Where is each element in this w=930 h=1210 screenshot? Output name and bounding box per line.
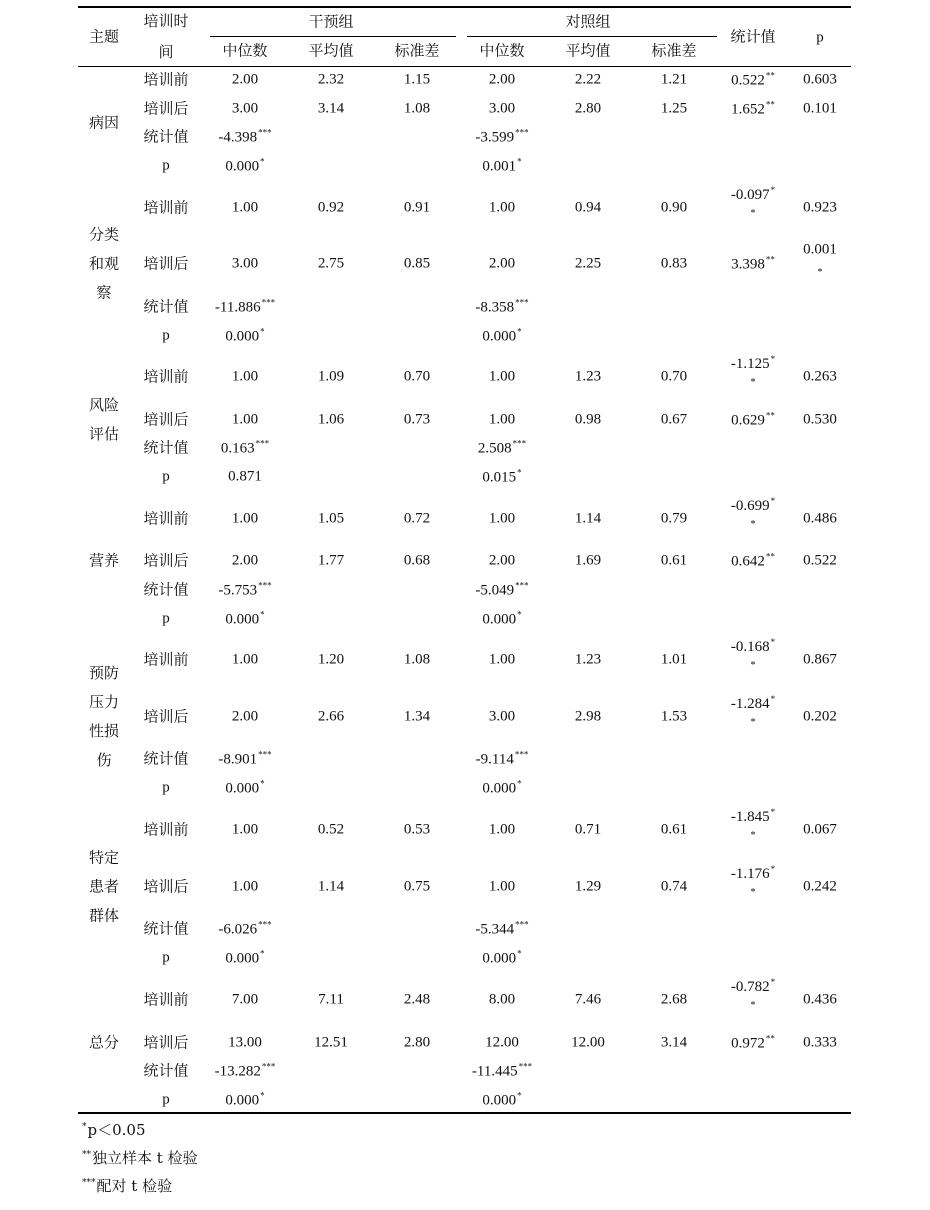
header-control-median: 中位数 — [479, 41, 525, 60]
significance-marker: * — [517, 467, 522, 478]
row-label: p — [162, 610, 170, 627]
topic-label-line: 分类 — [88, 225, 120, 244]
topic-label-line: 伤 — [96, 751, 112, 769]
cell-im: 0.163*** — [220, 438, 270, 457]
cell-cm: 0.000* — [482, 778, 522, 797]
cell-cm: 0.000* — [482, 609, 522, 628]
table-bottom-rule — [78, 1112, 851, 1114]
row-label: 培训后 — [143, 707, 189, 726]
cell-ia: 2.75 — [317, 255, 345, 272]
row-label: 培训前 — [143, 509, 189, 528]
cell-im: 1.00 — [231, 651, 259, 668]
significance-marker: * — [770, 694, 776, 704]
topic-label-line: 患者 — [88, 877, 120, 896]
group-header-rule-control — [467, 36, 717, 37]
cell-cm: 1.00 — [488, 411, 516, 428]
cell-cm: 0.000* — [482, 1090, 522, 1109]
significance-marker: * — [770, 807, 776, 817]
cell-cm: 0.000* — [482, 326, 522, 345]
cell-im: 1.00 — [231, 878, 259, 895]
cell-p: 0.333 — [803, 1034, 837, 1051]
cell-cs: 1.25 — [660, 100, 688, 117]
cell-cs: 0.61 — [660, 821, 688, 838]
cell-ca: 1.23 — [574, 368, 602, 385]
cell-cs: 2.68 — [660, 991, 688, 1008]
row-label: 培训后 — [143, 99, 189, 118]
cell-cm: 1.00 — [488, 651, 516, 668]
cell-p: 0.263 — [803, 368, 837, 385]
topic-label-line: 营养 — [88, 551, 120, 570]
row-label: 统计值 — [143, 580, 189, 599]
footnote: *p＜0.05 — [82, 1121, 146, 1139]
significance-marker: *** — [261, 1061, 276, 1072]
cell-statistic: 0.972** — [731, 1033, 775, 1052]
cell-im: -5.753*** — [218, 580, 272, 599]
row-label: 统计值 — [143, 297, 189, 316]
header-intervention-sd: 标准差 — [394, 41, 440, 60]
cell-im: 1.00 — [231, 510, 259, 527]
cell-cs: 0.61 — [660, 552, 688, 569]
cell-cs: 0.90 — [660, 199, 688, 216]
significance-marker: * — [260, 326, 265, 337]
significance-marker: *** — [255, 438, 270, 449]
topic-label-line: 察 — [96, 283, 112, 302]
significance-marker: ** — [765, 99, 775, 110]
cell-im: -8.901*** — [218, 749, 272, 768]
cell-ca: 2.25 — [574, 255, 602, 272]
header-control-group: 对照组 — [565, 12, 611, 31]
row-label: 统计值 — [143, 1061, 189, 1080]
topic-label — [89, 844, 119, 931]
cell-p: 0.067 — [803, 821, 837, 838]
cell-cm: 1.00 — [488, 510, 516, 527]
significance-marker: * — [517, 156, 522, 167]
row-label: 培训后 — [143, 877, 189, 896]
cell-p: 0.603 — [803, 71, 837, 88]
cell-im: 7.00 — [231, 991, 259, 1008]
footnote-marker: *** — [82, 1178, 96, 1188]
row-label: 培训前 — [143, 650, 189, 669]
cell-p: 0.522 — [803, 552, 837, 569]
row-label: 统计值 — [143, 919, 189, 938]
significance-marker-wrapped: * — [750, 887, 756, 898]
cell-statistic: 0.522** — [731, 70, 775, 89]
cell-cm: 12.00 — [485, 1034, 519, 1051]
cell-im: 0.871 — [228, 468, 262, 485]
topic-label — [89, 547, 119, 576]
cell-cm: -5.344*** — [475, 919, 529, 938]
topic-label-line: 风险 — [88, 396, 120, 414]
cell-im: 0.000* — [225, 156, 265, 175]
topic-label-line: 性损 — [88, 722, 120, 740]
cell-ca: 1.23 — [574, 651, 602, 668]
cell-im: 0.000* — [225, 948, 265, 967]
cell-cm: 1.00 — [488, 821, 516, 838]
cell-im: 3.00 — [231, 255, 259, 272]
cell-ca: 12.00 — [571, 1034, 605, 1051]
cell-is: 1.34 — [403, 708, 431, 725]
significance-marker: * — [770, 185, 776, 195]
row-label: 统计值 — [143, 749, 189, 768]
header-intervention-mean: 平均值 — [308, 41, 354, 60]
cell-im: 13.00 — [228, 1034, 262, 1051]
cell-is: 0.91 — [403, 199, 431, 216]
significance-marker-wrapped: * — [750, 1000, 756, 1011]
cell-im: 1.00 — [231, 368, 259, 385]
cell-statistic: 3.398** — [731, 254, 775, 273]
significance-marker-wrapped: * — [750, 208, 756, 219]
footnote: ***配对 t 检验 — [82, 1177, 173, 1195]
cell-p: 0.530 — [803, 411, 837, 428]
cell-is: 0.53 — [403, 821, 431, 838]
cell-p: 0.923 — [803, 199, 837, 216]
cell-ia: 1.14 — [317, 878, 345, 895]
significance-marker: *** — [258, 919, 272, 930]
significance-marker: * — [517, 948, 522, 959]
cell-ia: 12.51 — [314, 1034, 348, 1051]
significance-marker: ** — [765, 410, 775, 421]
cell-ia: 1.77 — [317, 552, 345, 569]
row-label: p — [162, 468, 170, 485]
cell-cm: 1.00 — [488, 199, 516, 216]
significance-marker: ** — [765, 1033, 775, 1044]
cell-ca: 0.71 — [574, 821, 602, 838]
cell-cm: 2.508*** — [477, 438, 527, 457]
significance-marker: * — [260, 156, 265, 167]
cell-im: 2.00 — [231, 71, 259, 88]
significance-marker: * — [517, 326, 522, 337]
cell-ia: 2.32 — [317, 71, 345, 88]
cell-is: 0.68 — [403, 552, 431, 569]
significance-marker: *** — [258, 580, 272, 591]
cell-im: -11.886*** — [214, 297, 276, 316]
header-bottom-rule — [78, 66, 851, 67]
cell-p: 0.867 — [803, 651, 837, 668]
cell-is: 1.08 — [403, 100, 431, 117]
significance-marker: *** — [514, 749, 529, 760]
significance-marker: *** — [515, 919, 529, 930]
header-theme: 主题 — [88, 27, 120, 46]
cell-cs: 3.14 — [660, 1034, 688, 1051]
cell-ca: 2.98 — [574, 708, 602, 725]
header-control-mean: 平均值 — [565, 41, 611, 60]
row-label: 培训前 — [143, 820, 189, 839]
cell-is: 0.73 — [403, 411, 431, 428]
topic-label-line: 和观 — [88, 254, 120, 273]
header-training-time — [143, 6, 188, 68]
header-control-sd: 标准差 — [651, 41, 697, 60]
significance-marker: * — [260, 948, 265, 959]
row-label: 培训前 — [143, 367, 189, 386]
group-header-rule-intervention — [210, 36, 456, 37]
table-top-rule — [78, 6, 851, 8]
row-label: 培训后 — [143, 410, 189, 429]
cell-im: -4.398*** — [218, 127, 272, 146]
cell-ca: 0.98 — [574, 411, 602, 428]
significance-marker: ** — [765, 254, 775, 265]
cell-im: -13.282*** — [214, 1061, 276, 1080]
row-label: 统计值 — [143, 438, 189, 457]
cell-cm: 1.00 — [488, 878, 516, 895]
cell-cs: 1.53 — [660, 708, 688, 725]
header-training-time-line1: 培训时 — [143, 12, 189, 30]
significance-marker: * — [770, 977, 776, 987]
row-label: p — [162, 779, 170, 796]
significance-marker: * — [517, 778, 522, 789]
topic-label — [89, 391, 119, 449]
cell-p: 0.001 — [803, 241, 837, 258]
significance-marker: *** — [258, 749, 272, 760]
header-intervention-group: 干预组 — [308, 12, 354, 31]
cell-cs: 0.74 — [660, 878, 688, 895]
cell-ca: 1.29 — [574, 878, 602, 895]
row-label: 统计值 — [143, 127, 189, 146]
topic-label-line: 压力 — [88, 693, 120, 711]
significance-marker: *** — [518, 1061, 533, 1072]
significance-marker: *** — [515, 580, 529, 591]
significance-marker: *** — [515, 297, 529, 308]
topic-label-line: 总分 — [88, 1033, 120, 1052]
cell-ca: 2.80 — [574, 100, 602, 117]
cell-cm: -8.358*** — [475, 297, 529, 316]
significance-marker: * — [770, 496, 776, 506]
cell-cm: 2.00 — [488, 552, 516, 569]
cell-p: 0.436 — [803, 991, 837, 1008]
cell-ia: 1.05 — [317, 510, 345, 527]
cell-im: 0.000* — [225, 1090, 265, 1109]
significance-marker: * — [770, 637, 776, 647]
topic-label-line: 群体 — [88, 906, 120, 925]
topic-label — [89, 659, 119, 775]
significance-marker: * — [770, 864, 776, 874]
cell-cm: 0.001* — [482, 156, 522, 175]
cell-cs: 1.01 — [660, 651, 688, 668]
significance-marker: *** — [258, 127, 272, 138]
cell-is: 0.72 — [403, 510, 431, 527]
footnote: **独立样本 t 检验 — [82, 1149, 198, 1167]
significance-marker: * — [517, 1090, 522, 1101]
cell-ia: 0.92 — [317, 199, 345, 216]
cell-im: 3.00 — [231, 100, 259, 117]
cell-statistic-wrapped: -1.845* * — [730, 807, 776, 841]
cell-cm: -9.114*** — [475, 749, 529, 768]
cell-p: 0.242 — [803, 878, 837, 895]
footnote-marker: ** — [82, 1150, 91, 1160]
cell-cm: 1.00 — [488, 368, 516, 385]
cell-statistic: 0.629** — [731, 410, 775, 429]
row-label: p — [162, 327, 170, 344]
cell-ia: 1.06 — [317, 411, 345, 428]
cell-ca: 0.94 — [574, 199, 602, 216]
cell-p: 0.202 — [803, 708, 837, 725]
topic-label-line: 病因 — [88, 113, 120, 132]
cell-cs: 0.79 — [660, 510, 688, 527]
cell-im: 0.000* — [225, 609, 265, 628]
topic-label-line: 评估 — [88, 425, 120, 443]
row-label: p — [162, 949, 170, 966]
cell-cm: 3.00 — [488, 708, 516, 725]
significance-marker: *** — [512, 438, 527, 449]
topic-label — [89, 221, 119, 308]
cell-is: 2.48 — [403, 991, 431, 1008]
cell-cm: 0.015* — [482, 467, 522, 486]
row-label: p — [162, 1091, 170, 1108]
topic-label-line: 特定 — [88, 848, 120, 867]
significance-marker: * — [260, 778, 265, 789]
cell-cs: 1.21 — [660, 71, 688, 88]
cell-ia: 1.09 — [317, 368, 345, 385]
row-label: 培训前 — [143, 990, 189, 1009]
significance-marker: * — [260, 609, 265, 620]
significance-marker: * — [770, 354, 776, 364]
cell-is: 2.80 — [403, 1034, 431, 1051]
cell-ca: 1.69 — [574, 552, 602, 569]
header-statistic: 统计值 — [730, 27, 776, 46]
cell-ia: 0.52 — [317, 821, 345, 838]
cell-im: 1.00 — [231, 411, 259, 428]
significance-marker: ** — [765, 551, 775, 562]
significance-marker-wrapped: * — [750, 377, 756, 388]
cell-im: 2.00 — [231, 552, 259, 569]
cell-statistic: 0.642** — [731, 551, 775, 570]
cell-ia: 7.11 — [318, 991, 344, 1008]
significance-marker: *** — [515, 127, 529, 138]
cell-cm: 8.00 — [488, 991, 516, 1008]
cell-p: 0.486 — [803, 510, 837, 527]
row-label: p — [162, 157, 170, 174]
topic-label — [89, 1029, 119, 1058]
row-label: 培训后 — [143, 551, 189, 570]
cell-ia: 3.14 — [317, 100, 345, 117]
cell-cm: 2.00 — [488, 255, 516, 272]
cell-im: 0.000* — [225, 326, 265, 345]
cell-ca: 2.22 — [574, 71, 602, 88]
significance-marker-wrapped: * — [750, 717, 756, 728]
row-label: 培训前 — [143, 70, 189, 89]
cell-ca: 1.14 — [574, 510, 602, 527]
cell-cs: 0.70 — [660, 368, 688, 385]
cell-ca: 7.46 — [574, 991, 602, 1008]
cell-cs: 0.83 — [660, 255, 688, 272]
cell-is: 1.15 — [403, 71, 431, 88]
significance-marker: ** — [765, 70, 775, 81]
cell-is: 0.75 — [403, 878, 431, 895]
topic-label-line: 预防 — [88, 664, 120, 682]
significance-marker-wrapped: * — [750, 830, 756, 841]
footnote-marker: * — [82, 1122, 87, 1132]
cell-statistic-wrapped: -0.168* * — [730, 637, 776, 671]
header-p: p — [816, 29, 824, 46]
cell-im: 2.00 — [231, 708, 259, 725]
row-label: 培训后 — [143, 1033, 189, 1052]
cell-cm: 0.000* — [482, 948, 522, 967]
cell-cm: 2.00 — [488, 71, 516, 88]
significance-marker: * — [260, 1090, 265, 1101]
cell-im: 1.00 — [231, 821, 259, 838]
cell-cm: -5.049*** — [475, 580, 529, 599]
cell-cs: 0.67 — [660, 411, 688, 428]
significance-marker: * — [517, 609, 522, 620]
cell-cm: -3.599*** — [475, 127, 529, 146]
header-training-time-line2: 间 — [158, 43, 174, 61]
cell-ia: 1.20 — [317, 651, 345, 668]
cell-statistic-wrapped: -0.097* * — [730, 185, 776, 219]
row-label: 培训后 — [143, 254, 189, 273]
cell-im: -6.026*** — [218, 919, 272, 938]
significance-marker-wrapped: * — [750, 519, 756, 530]
cell-is: 1.08 — [403, 651, 431, 668]
significance-marker: *** — [261, 297, 276, 308]
cell-is: 0.85 — [403, 255, 431, 272]
row-label: 培训前 — [143, 198, 189, 217]
cell-is: 0.70 — [403, 368, 431, 385]
cell-im: 1.00 — [231, 199, 259, 216]
cell-cm: -11.445*** — [471, 1061, 533, 1080]
cell-statistic: 1.652** — [731, 99, 775, 118]
cell-im: 0.000* — [225, 778, 265, 797]
cell-statistic-wrapped: -1.284* * — [730, 694, 776, 728]
cell-ia: 2.66 — [317, 708, 345, 725]
cell-cm: 3.00 — [488, 100, 516, 117]
cell-statistic-wrapped: -1.176* * — [730, 864, 776, 898]
topic-label — [89, 109, 119, 138]
cell-statistic-wrapped: -0.782* * — [730, 977, 776, 1011]
significance-marker-wrapped: * — [817, 267, 823, 278]
cell-p: 0.101 — [803, 100, 837, 117]
header-intervention-median: 中位数 — [222, 41, 268, 60]
cell-statistic-wrapped: -0.699* * — [730, 496, 776, 530]
significance-marker-wrapped: * — [750, 660, 756, 671]
cell-statistic-wrapped: -1.125* * — [730, 354, 776, 388]
